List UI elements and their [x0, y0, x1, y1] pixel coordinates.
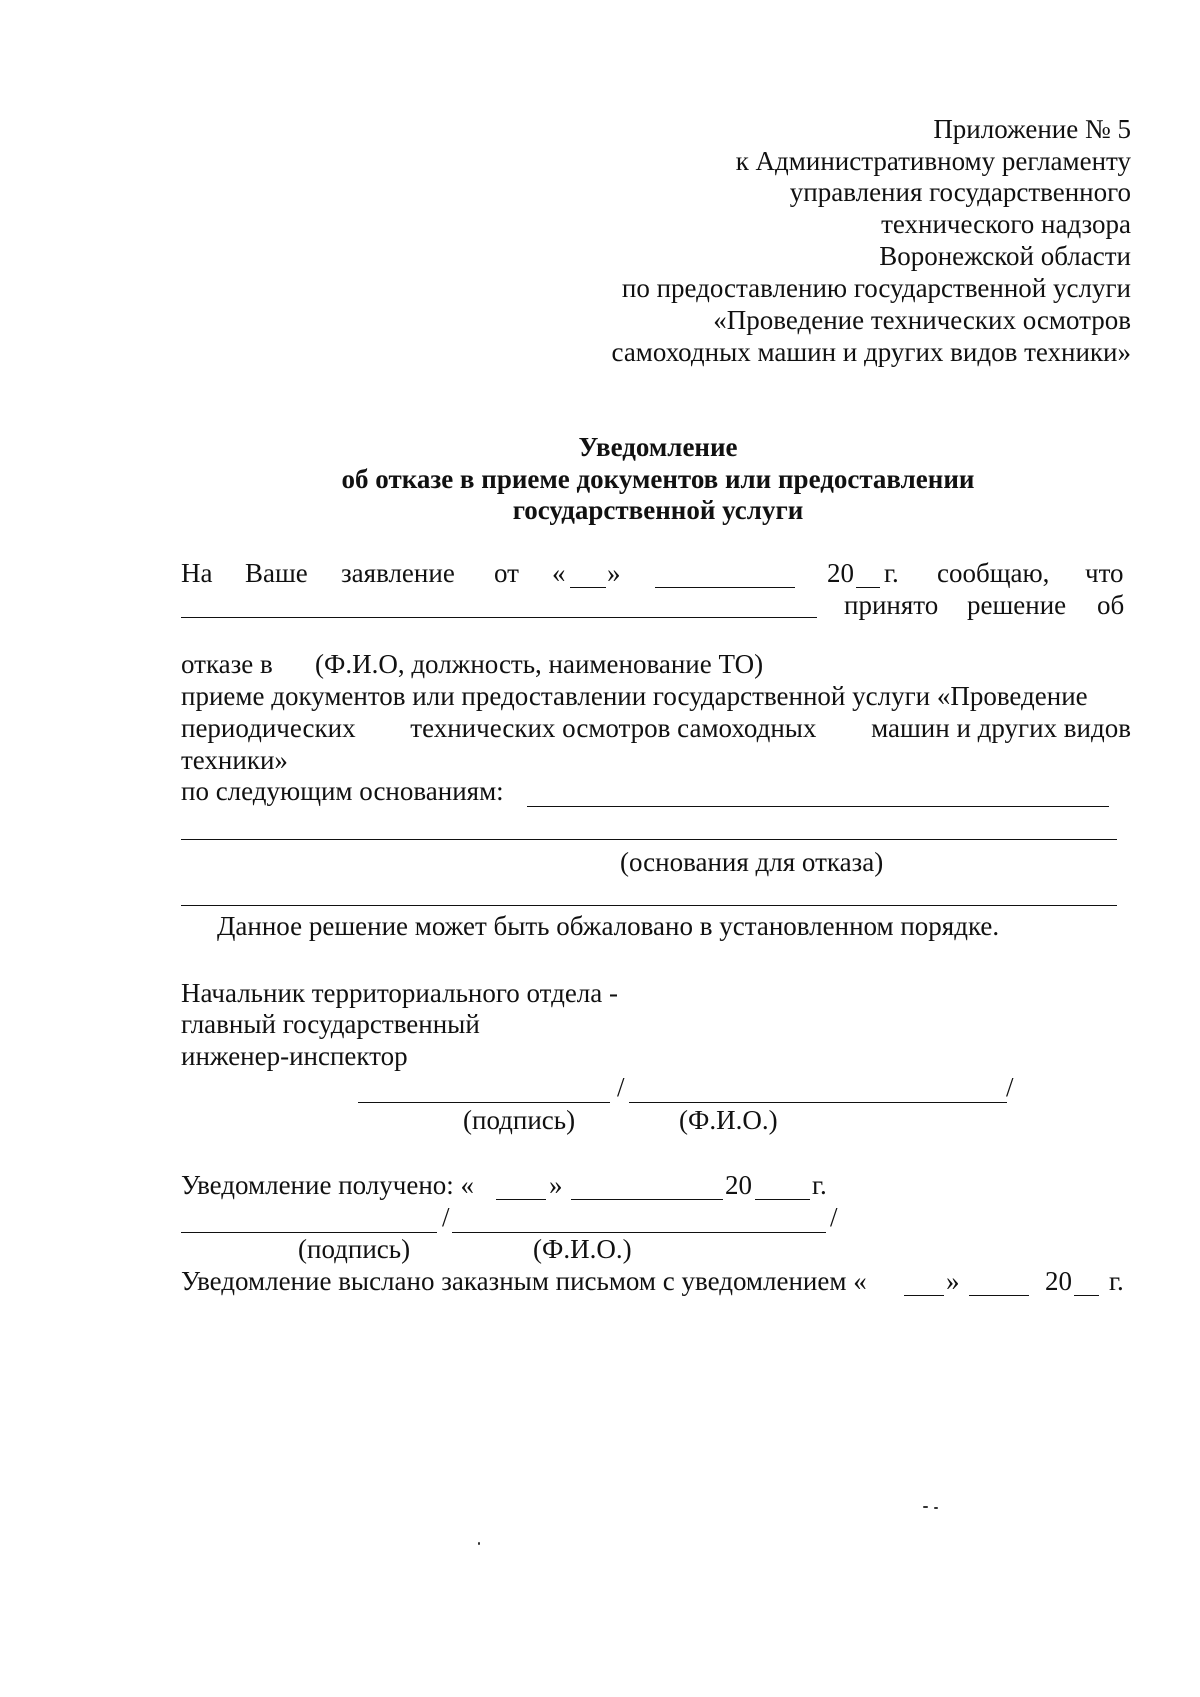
word: машин и других видов	[871, 713, 1131, 743]
scan-speck	[923, 1506, 928, 1508]
day-blank	[496, 1199, 546, 1200]
official-name-hint: (Ф.И.О, должность, наименование ТО)	[315, 649, 764, 679]
year-prefix: 20	[725, 1170, 752, 1200]
receipt-label: Уведомление получено: «	[181, 1170, 475, 1200]
header-line: к Административному регламенту	[735, 146, 1131, 176]
signatory-title: главный государственный	[181, 1009, 480, 1039]
year-suffix: г.	[812, 1170, 827, 1200]
body-line-justified	[181, 712, 1131, 744]
header-line: управления государственного	[789, 177, 1131, 207]
separator: /	[442, 1202, 450, 1232]
day-blank	[570, 587, 606, 588]
scan-speck	[934, 1507, 938, 1509]
word: На	[181, 558, 213, 588]
grounds-blank-3	[181, 905, 1117, 906]
grounds-hint: (основания для отказа)	[620, 847, 884, 877]
word: технических осмотров самоходных	[410, 713, 817, 743]
header-line: по предоставлению государственной услуги	[621, 273, 1131, 303]
appendix-number: Приложение № 5	[933, 114, 1131, 144]
close-quote: »	[946, 1266, 960, 1296]
word: Ваше	[245, 558, 308, 588]
day-blank	[904, 1295, 944, 1296]
year-suffix: г.	[1109, 1266, 1124, 1296]
year-blank	[1074, 1295, 1099, 1296]
signatory-title: Начальник территориального отдела -	[181, 978, 618, 1008]
refusal-prefix: отказе в	[181, 649, 273, 679]
grounds-label: по следующим основаниям:	[181, 776, 504, 806]
separator: /	[617, 1072, 625, 1102]
word: сообщаю,	[937, 558, 1050, 588]
month-blank	[571, 1199, 723, 1200]
word: что	[1085, 558, 1124, 588]
appeal-notice: Данное решение может быть обжаловано в установленном порядке.	[217, 911, 1000, 941]
body-line: техники»	[181, 745, 288, 775]
body-line: приеме документов или предоставлении государственной услуги «Проведение	[181, 681, 1088, 711]
close-quote: »	[549, 1170, 563, 1200]
month-blank	[969, 1295, 1029, 1296]
signatory-title: инженер-инспектор	[181, 1041, 408, 1071]
header-line: технического надзора	[881, 209, 1131, 239]
year-prefix: 20	[1045, 1266, 1072, 1296]
title-line: Уведомление	[578, 432, 738, 462]
year-suffix: г.	[884, 558, 899, 588]
word: от	[494, 558, 519, 588]
word: заявление	[341, 558, 455, 588]
mailed-label: Уведомление выслано заказным письмом с уведомлением «	[181, 1266, 867, 1296]
name-hint: (Ф.И.О.)	[679, 1105, 778, 1135]
year-prefix: 20	[827, 558, 854, 588]
scan-speck	[478, 1542, 480, 1545]
name-blank	[452, 1232, 826, 1233]
separator: /	[830, 1202, 838, 1232]
year-blank	[856, 587, 880, 588]
header-line: «Проведение технических осмотров	[713, 305, 1131, 335]
grounds-blank-2	[181, 839, 1117, 840]
month-blank	[655, 587, 795, 588]
separator: /	[1006, 1072, 1014, 1102]
header-line: Воронежской области	[879, 241, 1131, 271]
title-line: государственной услуги	[512, 495, 804, 525]
header-line: самоходных машин и других видов техники»	[611, 337, 1131, 367]
word: периодических	[181, 713, 356, 743]
name-hint: (Ф.И.О.)	[533, 1234, 632, 1264]
signature-blank	[358, 1102, 610, 1103]
open-quote: «	[552, 558, 566, 588]
word: принято	[844, 590, 939, 620]
name-blank	[629, 1102, 1007, 1103]
word: решение	[967, 590, 1067, 620]
official-name-blank	[181, 617, 817, 618]
word: об	[1097, 590, 1125, 620]
grounds-blank	[527, 806, 1109, 807]
signature-hint: (подпись)	[463, 1105, 576, 1135]
title-line: об отказе в приеме документов или предоставлении	[341, 464, 975, 494]
signature-hint: (подпись)	[298, 1234, 411, 1264]
year-blank	[755, 1199, 810, 1200]
close-quote: »	[607, 558, 621, 588]
